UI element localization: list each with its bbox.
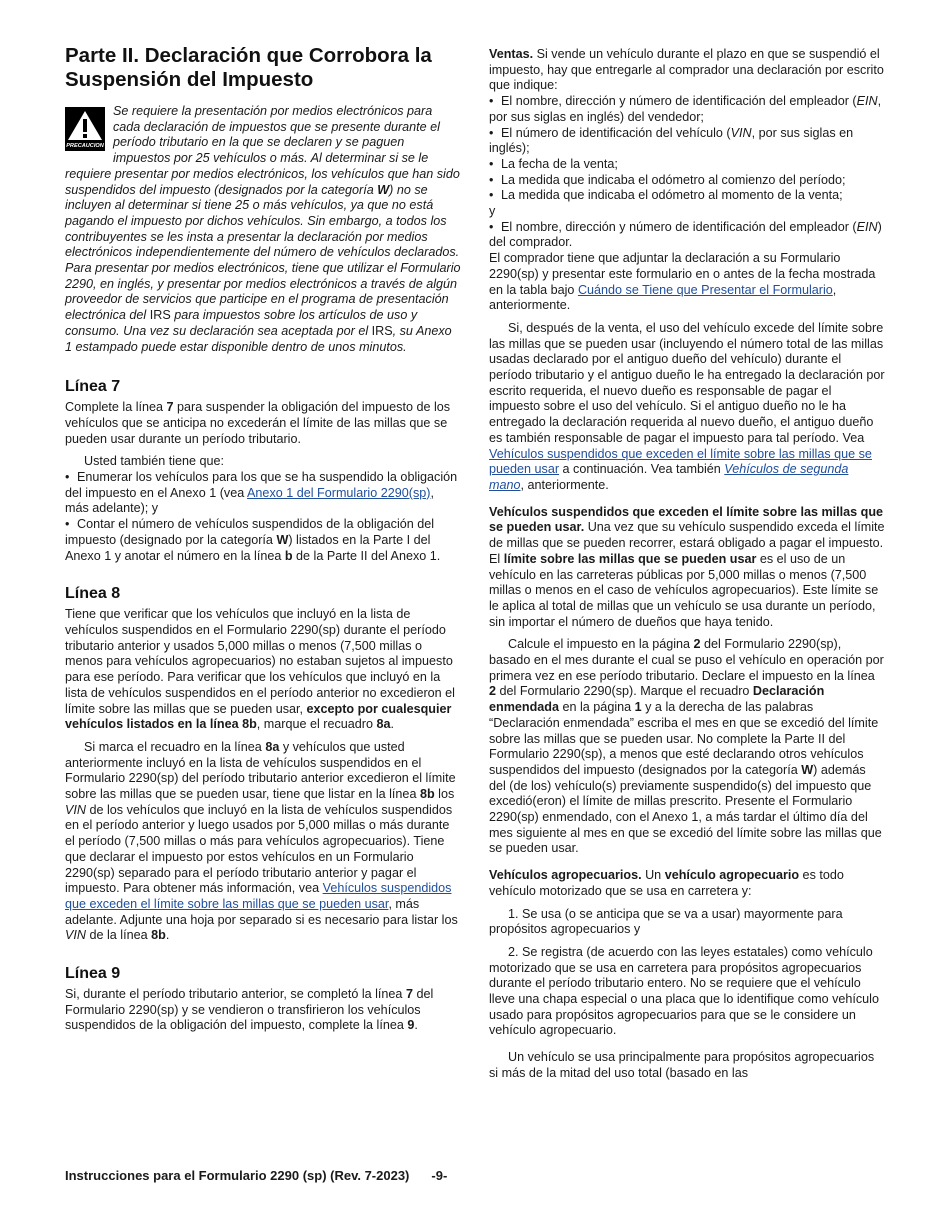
caution-label: PRECAUCION <box>66 143 104 149</box>
right-column <box>489 47 885 1082</box>
page-title: Parte II. Declaración que Corrobora la Suspensión del Impuesto <box>65 44 432 91</box>
paragraph: Ventas. Si vende un vehículo durante el plazo en que se suspendió el impuesto, hay que entregarle al comprador una declaración por escrito que indique: <box>489 47 884 93</box>
bullet-item: • Enumerar los vehículos para los que se ha suspendido la obligación del impuesto en el Anexo 1 (vea Anexo 1 del Formulario 2290(sp), más adelante); y <box>65 470 461 517</box>
left-column <box>65 44 461 1034</box>
bullet-item: • La medida que indicaba el odómetro al comienzo del período; <box>489 173 885 189</box>
paragraph: Un vehículo se usa principalmente para propósitos agropecuarios si más de la mitad del uso total (basado en las <box>489 1050 875 1080</box>
caution-block <box>65 104 461 355</box>
bullet-item: • La fecha de la venta; <box>489 157 885 173</box>
footer-title: Instrucciones para el Formulario 2290 (sp) (Rev. 7-2023) <box>65 1168 410 1183</box>
conjunction: y <box>489 204 496 219</box>
paragraph: Usted también tiene que: <box>84 454 225 469</box>
section-heading-linea-9: Línea 9 <box>65 965 121 983</box>
bullet-item: • El nombre, dirección y número de identificación del empleador (EIN) del comprador. <box>489 220 885 251</box>
link-vehiculos-segunda-mano[interactable]: Vehículos de segunda mano <box>489 462 849 492</box>
paragraph: Si, durante el período tributario anterior, se completó la línea 7 del Formulario 2290(sp) y se vendieron o transfirieron los vehículos suspendidos de la obligación del impuesto, complete la línea 9. <box>65 987 434 1033</box>
section-heading-linea-8: Línea 8 <box>65 585 121 603</box>
bullet-item: • El número de identificación del vehículo (VIN, por sus siglas en inglés); <box>489 126 885 157</box>
paragraph: Tiene que verificar que los vehículos que incluyó en la lista de vehículos suspendidos en el Formulario 2290(sp) durante el período tributario anterior y usados 5,000 millas o menos (7,500 millas o menos para vehículos agropecuarios) no estaban sujetos al impuesto para ese período. Para verificar que los vehículos que incluyó en la lista de vehículos suspendidos en el período anterior no excedieron el límite sobre las millas que se pueden usar, excepto por cualesquier vehículos listados en la línea 8b, marque el recuadro 8a. <box>65 607 455 732</box>
numbered-item: 2. Se registra (de acuerdo con las leyes estatales) como vehículo motorizado que se usa en carretera para propósitos agropecuarios durante el período tributario entero. No se requiere que el vehículo lleve una chapa especial o una placa que lo identifique como vehículo usado para propósitos agropecuarios para que se le considere un vehículo agropecuario. <box>489 944 879 1038</box>
numbered-item: 1. Se usa (o se anticipa que se va a usar) mayormente para propósitos agropecuarios y <box>489 906 843 937</box>
caution-text: ) no se incluyen al determinar si tiene 25 o más vehículos, ya que no está pagando el impuesto por dichos vehículos. Sin embargo, a todos los contribuyentes se les insta a presentar la declaración por medios electrónicos independientemente del número de vehículos declarados. Para presentar por medios electrónicos, tiene que utilizar el Formulario 2290, en inglés, y presentar por medios electrónicos a través de algún proveedor de servicios que participe en el programa de presentación electrónica del <box>65 182 461 323</box>
page-footer <box>65 1168 447 1183</box>
paragraph: Vehículos suspendidos que exceden el límite sobre las millas que se pueden usar. Una vez que su vehículo suspendido exceda el límite de millas que se pueden recorrer, estará obligado a pagar el impuesto. El límite sobre las millas que se pueden usar es el uso de un vehículo en las carreteras públicas por 5,000 millas o menos (7,500 millas o menos en el caso de vehículos agropecuarios). Este límite se le aplica al total de millas que un vehículo se usa durante un período, sin importar el número de dueños que haya tenido. <box>489 504 885 629</box>
paragraph: El comprador tiene que adjuntar la declaración a su Formulario 2290(sp) y presentar este formulario en o antes de la fecha mostrada en la tabla bajo Cuándo se Tiene que Presentar el Formulario, anteriormente. <box>489 251 876 313</box>
caution-text: , su Anexo 1 estampado puede estar disponible dentro de unos minutos. <box>65 323 452 354</box>
section-heading-linea-7: Línea 7 <box>65 378 121 396</box>
link-cuando-presentar[interactable]: Cuándo se Tiene que Presentar el Formulario <box>577 282 833 297</box>
paragraph: Vehículos agropecuarios. Un vehículo agropecuario es todo vehículo motorizado que se usa en carretera y: <box>489 868 844 898</box>
paragraph: Complete la línea 7 para suspender la obligación del impuesto de los vehículos que se anticipa no excederán el límite de las millas que se pueden usar durante un período tributario. <box>65 400 451 446</box>
link-vehiculos-suspendidos[interactable]: Vehículos suspendidos que exceden el límite sobre las millas que se pueden usar <box>489 446 872 477</box>
caution-text: para impuestos sobre los artículos de uso y consumo. Una vez su declaración sea aceptada por el <box>65 308 418 338</box>
page-number: -9- <box>431 1168 448 1183</box>
link-vehiculos-suspendidos[interactable]: Vehículos suspendidos que exceden el límite sobre las millas que se pueden usar <box>65 881 452 911</box>
caution-text: Se requiere la presentación por medios electrónicos para cada declaración de impuestos que se presente durante el período tributario en la que se declaren y se paguen impuestos por 25 vehículos o más. Al determinar si se le requiere presentar por medios electrónicos, los vehículos que han sido suspendidos del impuesto (designados por la categoría <box>65 104 460 197</box>
caution-icon <box>65 107 105 151</box>
caution-irs: IRS <box>149 308 171 323</box>
bullet-item: • El nombre, dirección y número de identificación del empleador (EIN, por sus siglas en inglés) del vendedor; <box>489 94 885 125</box>
caution-irs: IRS <box>371 323 393 338</box>
paragraph: Si marca el recuadro en la línea 8a y vehículos que usted anteriormente incluyó en la lista de vehículos suspendidos en el Formulario 2290(sp) del período tributario anterior excedieron el límite sobre las millas que se pueden usar, tiene que listar en la línea 8b los VIN de los vehículos que incluyó en la lista de vehículos suspendidos en el período anterior y luego usados por 5,000 millas o más durante el período (7,500 millas o más para vehículos agropecuarios). Tiene que declarar el impuesto por estos vehículos en un Formulario 2290(sp) separado para el período tributario anterior y pagar el impuesto. Para obtener más información, vea Vehículos suspendidos que exceden el límite sobre las millas que se pueden usar, más adelante. Adjunte una hoja por separado si es necesario para listar los VIN de la línea 8b. <box>65 739 458 943</box>
link-anexo-1[interactable]: Anexo 1 del Formulario 2290(sp) <box>247 485 431 500</box>
caution-bold: W <box>377 182 390 197</box>
bullet-item: • La medida que indicaba el odómetro al momento de la venta; <box>489 188 885 204</box>
bullet-item: • Contar el número de vehículos suspendidos de la obligación del impuesto (designado por la categoría W) listados en la Parte I del Anexo 1 y anotar el número en la línea b de la Parte II del Anexo 1. <box>65 517 461 564</box>
paragraph: Calcule el impuesto en la página 2 del Formulario 2290(sp), basado en el mes durante el cual se puso el vehículo en operación por primera vez en ese período tributario. Declare el impuesto en la línea 2 del Formulario 2290(sp). Marque el recuadro Declaración enmendada en la página 1 y a la derecha de las palabras “Declaración enmendada” escriba el mes en que se excedió del límite sobre las millas que se pueden usar. No complete la Parte II del Formulario 2290(sp), a menos que esté declarando otros vehículos suspendidos del impuesto (designados por la categoría W) además del (de los) vehículo(s) previamente suspendido(s) del impuesto que excedió(eron) el límite de millas prescrito. Presente el Formulario 2290(sp) enmendado, con el Anexo 1, a más tardar el último día del mes siguiente al mes en que se excedió del límite sobre las millas que se pueden usar. <box>489 637 884 856</box>
paragraph: Si, después de la venta, el uso del vehículo excede del límite sobre las millas que se pueden usar (incluyendo el número total de las millas usadas declarado por el antiguo dueño del vehículo) durante el período tributario y el antiguo dueño le ha entregado la declaración por escrito requerida, el nuevo dueño es responsable de pagar el impuesto sobre el uso del vehículo. Si el antiguo dueño no le ha entregado la declaración requerida al nuevo dueño, el antiguo dueño es también responsable de pagar el impuesto para tal período. Vea Vehículos suspendidos que exceden el límite sobre las millas que se pueden usar a continuación. Vea también Vehículos de segunda mano, anteriormente. <box>489 320 885 492</box>
